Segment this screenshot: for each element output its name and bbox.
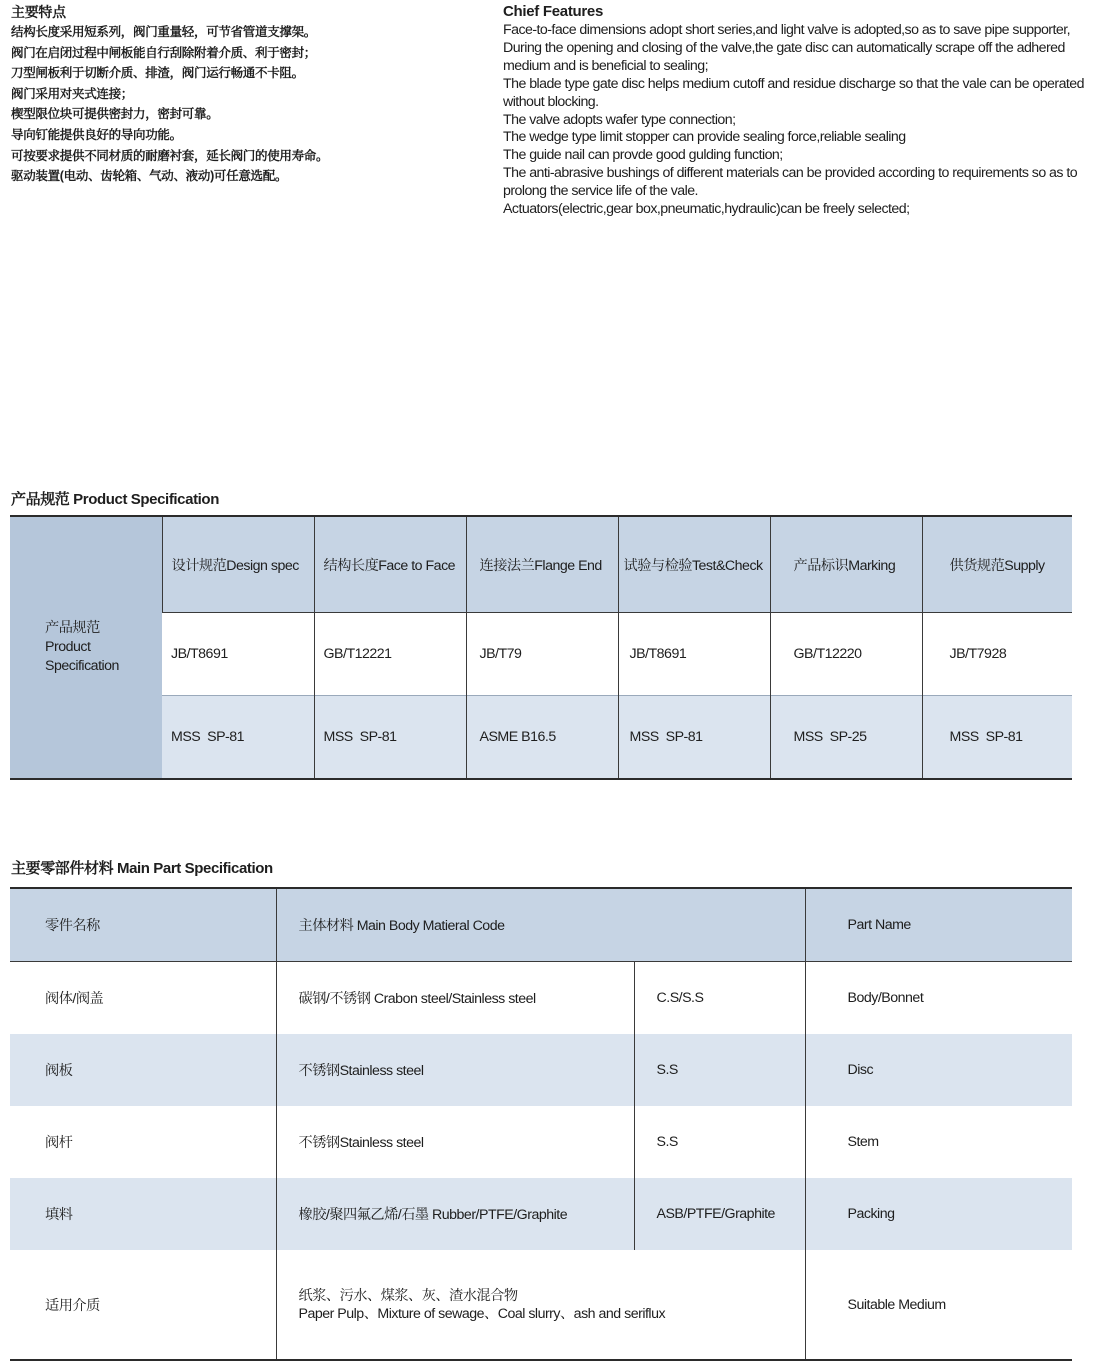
column-header: 供货规范Supply [922, 516, 1072, 613]
medium-name-cn: 适用介质 [45, 1297, 100, 1314]
part-name-en: Disc [805, 1034, 1072, 1106]
part-name-cn: 填料 [10, 1178, 276, 1250]
table-cell: MSS SP-81 [922, 696, 1072, 780]
table-cell: JB/T8691 [618, 613, 770, 696]
medium-material [276, 1250, 805, 1360]
part-code: ASB/PTFE/Graphite [634, 1178, 805, 1250]
part-name-en: Body/Bonnet [805, 962, 1072, 1035]
table-cell: JB/T7928 [922, 613, 1072, 696]
product-spec-table [10, 515, 1072, 780]
part-material: 碳钢/不锈钢 Crabon steel/Stainless steel [276, 962, 634, 1035]
part-name-cn: 阀体/阀盖 [45, 991, 104, 1007]
medium-name-en: Suitable Medium [805, 1250, 1072, 1360]
table-cell: MSS SP-25 [770, 696, 922, 780]
features-cn [11, 3, 481, 187]
part-code: C.S/S.S [634, 962, 805, 1035]
header-part-name-en: Part Name [805, 888, 1072, 962]
table-row [10, 696, 1072, 780]
header-material: 主体材料 Main Body Matieral Code [276, 888, 805, 962]
features-en-heading: Chief Features [503, 3, 603, 20]
column-header: 产品标识Marking [770, 516, 922, 613]
medium-material-en: Paper Pulp、Mixture of sewage、Coal slurry、ash and seriflux [298, 1305, 666, 1322]
features-cn-item: 阀门采用对夹式连接； [11, 86, 134, 101]
features-en [503, 2, 1093, 219]
features-en-item: Face-to-face dimensions adopt short series,and light valve is adopted,so as to save pipe supporter, [503, 22, 1071, 38]
features-en-item: The wedge type limit stopper can provide sealing force,reliable sealing [503, 129, 906, 146]
product-spec-stub [10, 516, 162, 779]
part-name-en: Stem [805, 1106, 1072, 1178]
table-cell: JB/T79 [466, 613, 618, 696]
table-cell: MSS SP-81 [618, 696, 770, 780]
features-en-item: During the opening and closing of the valve,the gate disc can automatically scrape off the adhered medium and is beneficial to sealing; [503, 39, 1065, 74]
stub-line-en1: Product [45, 639, 91, 655]
table-cell: MSS SP-81 [162, 696, 314, 780]
features-cn-item: 结构长度采用短系列，阀门重量轻，可节省管道支撑架。 [11, 25, 317, 39]
table-cell: MSS SP-81 [314, 696, 466, 780]
table-cell: ASME B16.5 [466, 696, 618, 780]
features-cn-item: 刀型闸板利于切断介质、排渣，阀门运行畅通不卡阻。 [11, 66, 304, 81]
column-header: 试验与检验Test&Check [618, 516, 770, 613]
features-en-item: The valve adopts wafer type connection; [503, 111, 736, 128]
features-cn-item: 驱动装置(电动、齿轮箱、气动、液动)可任意选配。 [11, 169, 288, 184]
table-row [10, 613, 1072, 696]
features-cn-heading: 主要特点 [11, 4, 66, 20]
header-part-name-cn: 零件名称 [10, 888, 276, 962]
main-part-title: 主要零部件材料 Main Part Specification [11, 860, 273, 877]
features-en-item: The anti-abrasive bushings of different materials can be provided according to requirements so as to prolong the service life of the vale. [503, 165, 1078, 200]
table-row [10, 1178, 1072, 1250]
table-cell: GB/T12220 [770, 613, 922, 696]
column-header: 连接法兰Flange End [466, 516, 618, 613]
main-part-table [10, 887, 1072, 1361]
table-row [10, 1106, 1072, 1178]
column-header: 设计规范Design spec [162, 516, 314, 613]
features-cn-item: 阀门在启闭过程中闸板能自行刮除附着介质、利于密封； [11, 45, 317, 60]
product-spec-header-row [10, 516, 1072, 613]
part-code: S.S [634, 1034, 805, 1106]
part-material: 橡胶/聚四氟乙烯/石墨 Rubber/PTFE/Graphite [276, 1178, 634, 1250]
table-row [10, 1250, 1072, 1360]
part-name-cn: 阀板 [10, 1034, 276, 1106]
features-en-item: Actuators(electric,gear box,pneumatic,hydraulic)can be freely selected; [503, 201, 910, 218]
part-name-en: Packing [805, 1178, 1072, 1250]
part-code: S.S [634, 1106, 805, 1178]
features-cn-item: 导向钉能提供良好的导向功能。 [11, 127, 182, 142]
features-cn-item: 楔型限位块可提供密封力，密封可靠。 [11, 107, 219, 122]
stub-line-cn: 产品规范 [45, 620, 100, 636]
medium-material-cn: 纸浆、污水、煤浆、灰、渣水混合物 [298, 1287, 518, 1304]
features-en-item: The guide nail can provde good gulding function; [503, 147, 783, 164]
features-en-item: The blade type gate disc helps medium cutoff and residue discharge so that the vale can be operated without blocking. [503, 75, 1084, 110]
product-spec-title: 产品规范 Product Specification [11, 491, 219, 508]
column-header: 结构长度Face to Face [314, 516, 466, 613]
table-row [10, 962, 1072, 1035]
part-material: 不锈钢Stainless steel [276, 1106, 634, 1178]
features-cn-item: 可按要求提供不同材质的耐磨衬套，延长阀门的使用寿命。 [11, 148, 329, 163]
part-material: 不锈钢Stainless steel [276, 1034, 634, 1106]
table-cell: GB/T12221 [314, 613, 466, 696]
stub-line-en2: Specification [45, 658, 119, 674]
main-part-header-row [10, 888, 1072, 962]
table-row [10, 1034, 1072, 1106]
table-cell: JB/T8691 [162, 613, 314, 696]
part-name-cn: 阀杆 [45, 1135, 73, 1151]
